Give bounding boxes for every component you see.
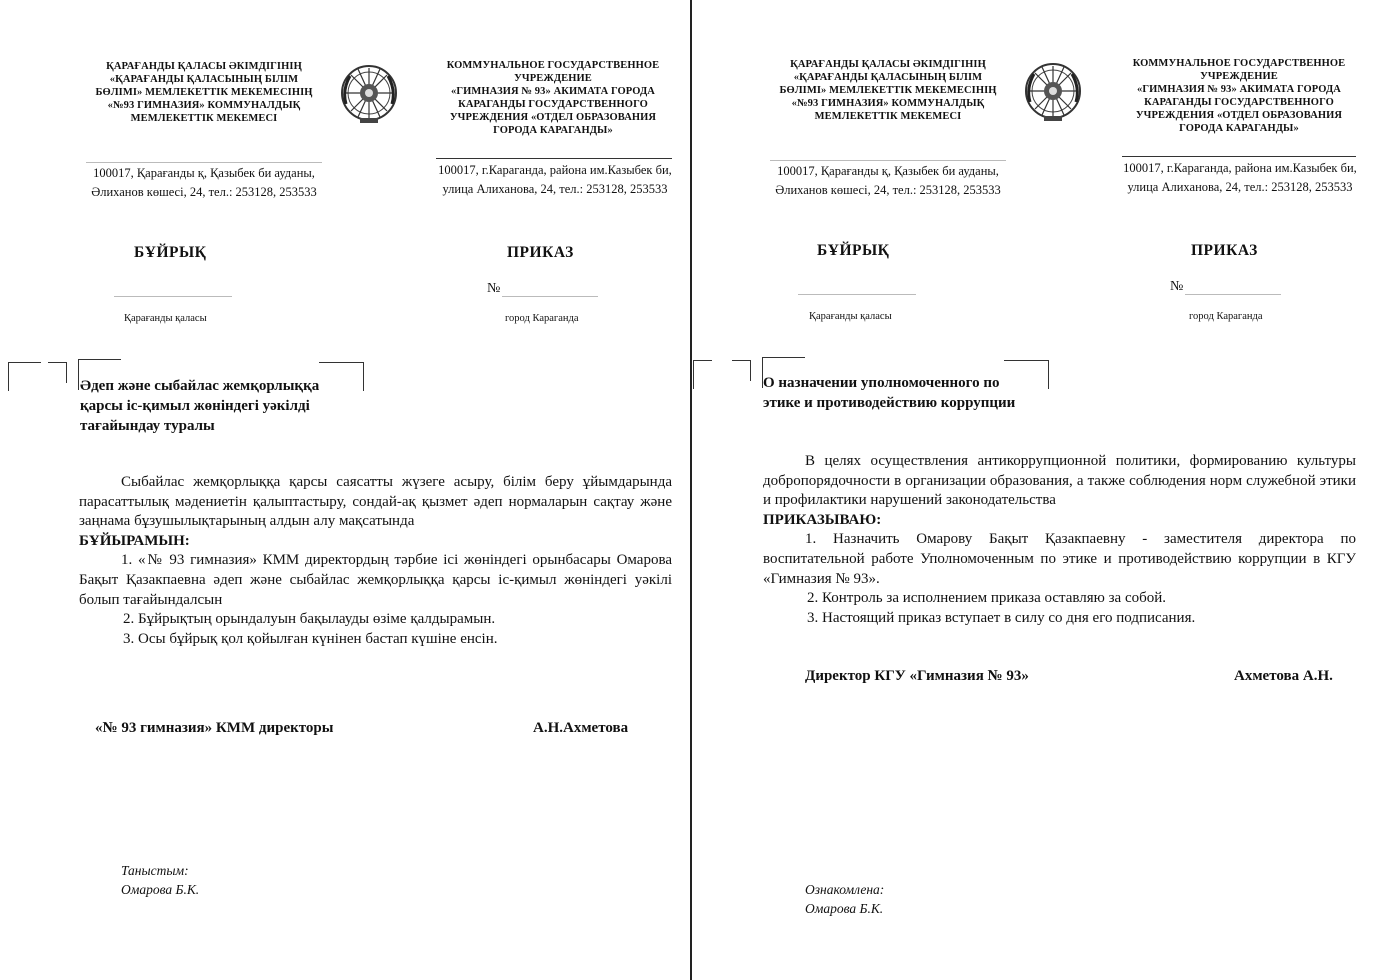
order-item: 2. Бұйрықтың орындалуын бақылауды өзіме қалдырамын. <box>123 611 496 628</box>
city-kazakh: Қарағанды қаласы <box>124 313 207 324</box>
corner-mark <box>732 360 751 381</box>
header-rule-kazakh <box>770 160 1006 161</box>
order-page-kazakh <box>0 0 694 980</box>
address-russian: 100017, г.Караганда, района им.Казыбек би, улица Алиханова, 24, тел.: 253128, 253533 <box>1123 161 1357 194</box>
corner-mark <box>319 362 364 391</box>
order-page-russian <box>696 0 1390 980</box>
corner-mark <box>48 362 67 383</box>
org-name-kazakh: ҚАРАҒАНДЫ ҚАЛАСЫ ӘКІМДІГІНІҢ «ҚАРАҒАНДЫ ҚАЛАСЫНЫҢ БІЛІМ БӨЛІМІ» МЕМЛЕКЕТТІК МЕКЕМЕСІНІҢ «№93 ГИМНАЗИЯ» КОММУНАЛДЫҚ МЕМЛЕКЕТТІК МЕКЕМЕСІ <box>779 59 997 122</box>
order-keyword: БҰЙЫРАМЫН: <box>79 532 190 549</box>
address-russian: 100017, г.Караганда, района им.Казыбек би, улица Алиханова, 24, тел.: 253128, 253533 <box>438 163 672 196</box>
corner-mark <box>8 362 41 391</box>
corner-mark <box>693 360 712 389</box>
order-number-field: № <box>1170 279 1281 295</box>
doc-type-russian: ПРИКАЗ <box>1191 242 1258 259</box>
order-item: 3. Настоящий приказ вступает в силу со дня его подписания. <box>807 609 1196 626</box>
doc-type-kazakh: БҰЙРЫҚ <box>817 242 890 259</box>
org-name-russian: КОММУНАЛЬНОЕ ГОСУДАРСТВЕННОЕ УЧРЕЖДЕНИЕ «ГИМНАЗИЯ № 93» АКИМАТА ГОРОДА КАРАГАНДЫ ГОСУДАРСТВЕННОГО УЧРЕЖДЕНИЯ «ОТДЕЛ ОБРАЗОВАНИЯ ГОРОДА КАРАГАНДЫ» <box>446 60 660 136</box>
header-rule-russian <box>436 158 672 159</box>
header-rule-kazakh <box>86 162 322 163</box>
preamble-text: Сыбайлас жемқорлыққа қарсы саясатты жүзеге асыру, білім беру ұйымдарында парасаттылық мәдениетін қалыптастыру, сондай-ақ қызмет әдеп нормаларын сақтау және заңнама бұзушылықтарының алдын алу мақсатында <box>79 474 672 530</box>
signer-title: «№ 93 гимназия» КММ директоры <box>95 720 334 736</box>
doc-type-russian: ПРИКАЗ <box>507 244 574 261</box>
signer-name: А.Н.Ахметова <box>533 720 629 736</box>
doc-type-kazakh: БҰЙРЫҚ <box>134 244 207 261</box>
order-body <box>79 473 672 649</box>
date-field <box>114 296 232 297</box>
order-keyword: ПРИКАЗЫВАЮ: <box>763 511 882 528</box>
order-item: 1. Назначить Омарову Бақыт Қазакпаевну - заместителя директора по воспитательной работе Уполномоченным по этике и противодействию коррупции в КГУ «Гимназия № 93». <box>763 531 1356 587</box>
order-item: 3. Осы бұйрық қол қойылған күнінен бастап күшіне енсін. <box>123 630 498 647</box>
header-rule-russian <box>1122 156 1356 157</box>
order-item: 2. Контроль за исполнением приказа оставляю за собой. <box>807 590 1167 607</box>
address-kazakh: 100017, Қарағанды қ, Қазыбек би ауданы, Әлиханов көшесі, 24, тел.: 253128, 253533 <box>775 164 1001 197</box>
acknowledgement: Таныстым: Омарова Б.К. <box>121 863 200 897</box>
acknowledgement: Ознакомлена: Омарова Б.К. <box>805 882 885 916</box>
order-body <box>763 452 1356 628</box>
signer-title: Директор КГУ «Гимназия № 93» <box>805 668 1029 684</box>
state-emblem-icon <box>1024 58 1082 124</box>
preamble-text: В целях осуществления антикоррупционной политики, формированию культуры добропорядочности в организации образования, а также соблюдения норм служебной этики и профилактики нарушений законодательства <box>763 453 1356 509</box>
city-kazakh: Қарағанды қаласы <box>809 311 892 322</box>
org-name-kazakh: ҚАРАҒАНДЫ ҚАЛАСЫ ӘКІМДІГІНІҢ «ҚАРАҒАНДЫ ҚАЛАСЫНЫҢ БІЛІМ БӨЛІМІ» МЕМЛЕКЕТТІК МЕКЕМЕСІНІҢ «№93 ГИМНАЗИЯ» КОММУНАЛДЫҚ МЕМЛЕКЕТТІК МЕКЕМЕСІ <box>95 61 313 124</box>
city-russian: город Караганда <box>1189 311 1263 322</box>
city-russian: город Караганда <box>505 313 579 324</box>
date-field <box>798 294 916 295</box>
order-subject: Әдеп және сыбайлас жемқорлыққа қарсы іс-қимыл жөніндегі уәкілді тағайындау туралы <box>80 378 320 434</box>
state-emblem-icon <box>340 60 398 126</box>
signer-name: Ахметова А.Н. <box>1234 668 1333 684</box>
order-item: 1. «№ 93 гимназия» КММ директордың тәрбие ісі жөніндегі орынбасары Омарова Бақыт Қазакпаевна әдеп және сыбайлас жемқорлыққа қарсы іс-қимыл жөніндегі уәкілі болып тағайындалсын <box>79 552 672 608</box>
order-subject: О назначении уполномоченного по этике и противодействию коррупции <box>763 375 1016 411</box>
org-name-russian: КОММУНАЛЬНОЕ ГОСУДАРСТВЕННОЕ УЧРЕЖДЕНИЕ «ГИМНАЗИЯ № 93» АКИМАТА ГОРОДА КАРАГАНДЫ ГОСУДАРСТВЕННОГО УЧРЕЖДЕНИЯ «ОТДЕЛ ОБРАЗОВАНИЯ ГОРОДА КАРАГАНДЫ» <box>1132 58 1346 134</box>
order-number-field: № <box>487 281 598 297</box>
address-kazakh: 100017, Қарағанды қ, Қазыбек би ауданы, Әлиханов көшесі, 24, тел.: 253128, 253533 <box>91 166 317 199</box>
